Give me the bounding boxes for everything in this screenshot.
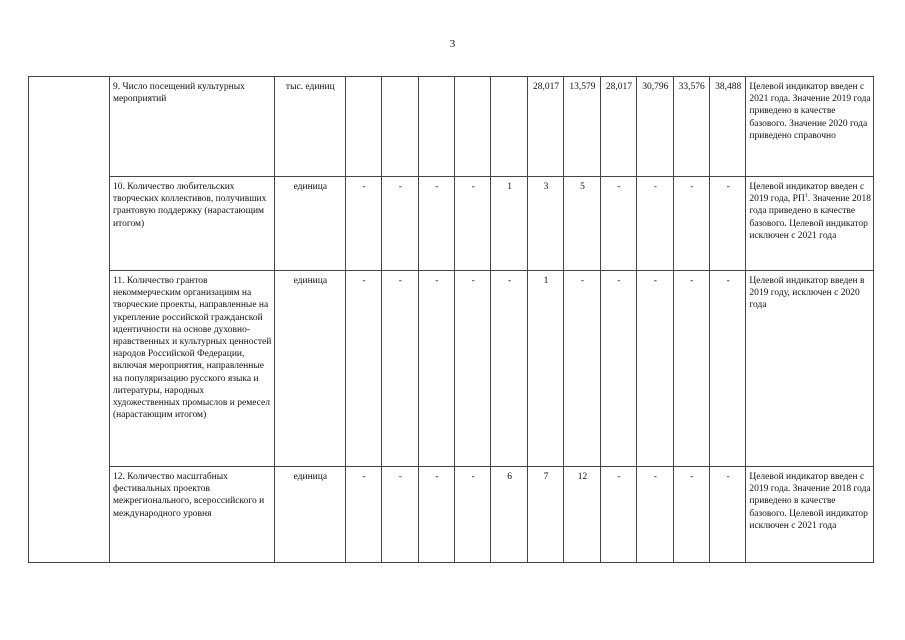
value-cell: - [454,271,490,467]
value-cell: - [709,177,745,271]
value-cell: 13,579 [564,77,600,177]
value-cell: 28,017 [527,77,563,177]
indicator-name: 11. Количество грантов некоммерческим организациям на творческие проекты, направленные на укрепление российской гражданской идентичности на основе духовно-нравственных и культурных ценностей народов Российской Федерации, включая мероприятия, направленные на популяризацию русского языка и литературы, народных художественных промыслов и ремесел (нарастающим итогом) [109,271,274,467]
value-cell: 7 [527,467,563,563]
value-cell: 6 [491,467,527,563]
value-cell: - [491,271,527,467]
note-cell: Целевой индикатор введен с 2019 года. Значение 2018 года приведено в качестве базового. Целевой индикатор исключен с 2021 года [746,467,874,563]
indicators-table [28,76,874,563]
value-cell: - [709,467,745,563]
value-cell: - [637,467,673,563]
value-cell: 28,017 [600,77,636,177]
value-cell: - [673,467,709,563]
value-cell: - [418,271,454,467]
indicator-name: 10. Количество любительских творческих коллективов, получивших грантовую поддержку (нарастающим итогом) [109,177,274,271]
value-cell: - [418,177,454,271]
value-cell: - [564,271,600,467]
value-cell: 1 [491,177,527,271]
indicator-name: 9. Число посещений культурных мероприятий [109,77,274,177]
value-cell: - [382,177,418,271]
value-cell: - [345,271,381,467]
value-cell [418,77,454,177]
footnote-marker: 1 [804,193,808,200]
value-cell [345,77,381,177]
value-cell: 12 [564,467,600,563]
blank-section-cell [29,77,110,563]
unit-cell: единица [274,177,345,271]
value-cell: 38,488 [709,77,745,177]
note-cell: Целевой индикатор введен с 2021 года. Значение 2019 года приведено в качестве базового. Значение 2020 года приведено справочно [746,77,874,177]
value-cell: - [345,467,381,563]
table-row [29,467,874,563]
value-cell: - [673,271,709,467]
value-cell: - [637,271,673,467]
indicator-name: 12. Количество масштабных фестивальных проектов межрегионального, всероссийского и международного уровня [109,467,274,563]
value-cell: 1 [527,271,563,467]
value-cell: - [637,177,673,271]
value-cell: - [673,177,709,271]
value-cell: 30,796 [637,77,673,177]
value-cell: - [709,271,745,467]
value-cell: - [600,467,636,563]
value-cell: 33,576 [673,77,709,177]
note-text: Целевой индикатор введен с 2019 года, РП [749,182,865,205]
unit-cell: тыс. единиц [274,77,345,177]
table-row [29,271,874,467]
value-cell: 3 [527,177,563,271]
table-row [29,77,874,177]
value-cell: 5 [564,177,600,271]
page-number: 3 [449,38,456,50]
unit-cell: единица [274,271,345,467]
table-row [29,177,874,271]
value-cell: - [382,467,418,563]
value-cell: - [454,467,490,563]
value-cell: - [418,467,454,563]
value-cell [382,77,418,177]
value-cell: - [382,271,418,467]
unit-cell: единица [274,467,345,563]
value-cell: - [600,271,636,467]
value-cell: - [454,177,490,271]
value-cell: - [600,177,636,271]
value-cell [491,77,527,177]
note-text-continued: . Значение 2018 года приведено в качестве базового. Целевой индикатор исключен с 2021 года [749,194,872,241]
value-cell: - [345,177,381,271]
note-cell: Целевой индикатор введен в 2019 году, исключен с 2020 года [746,271,874,467]
note-cell [746,177,874,271]
value-cell [454,77,490,177]
